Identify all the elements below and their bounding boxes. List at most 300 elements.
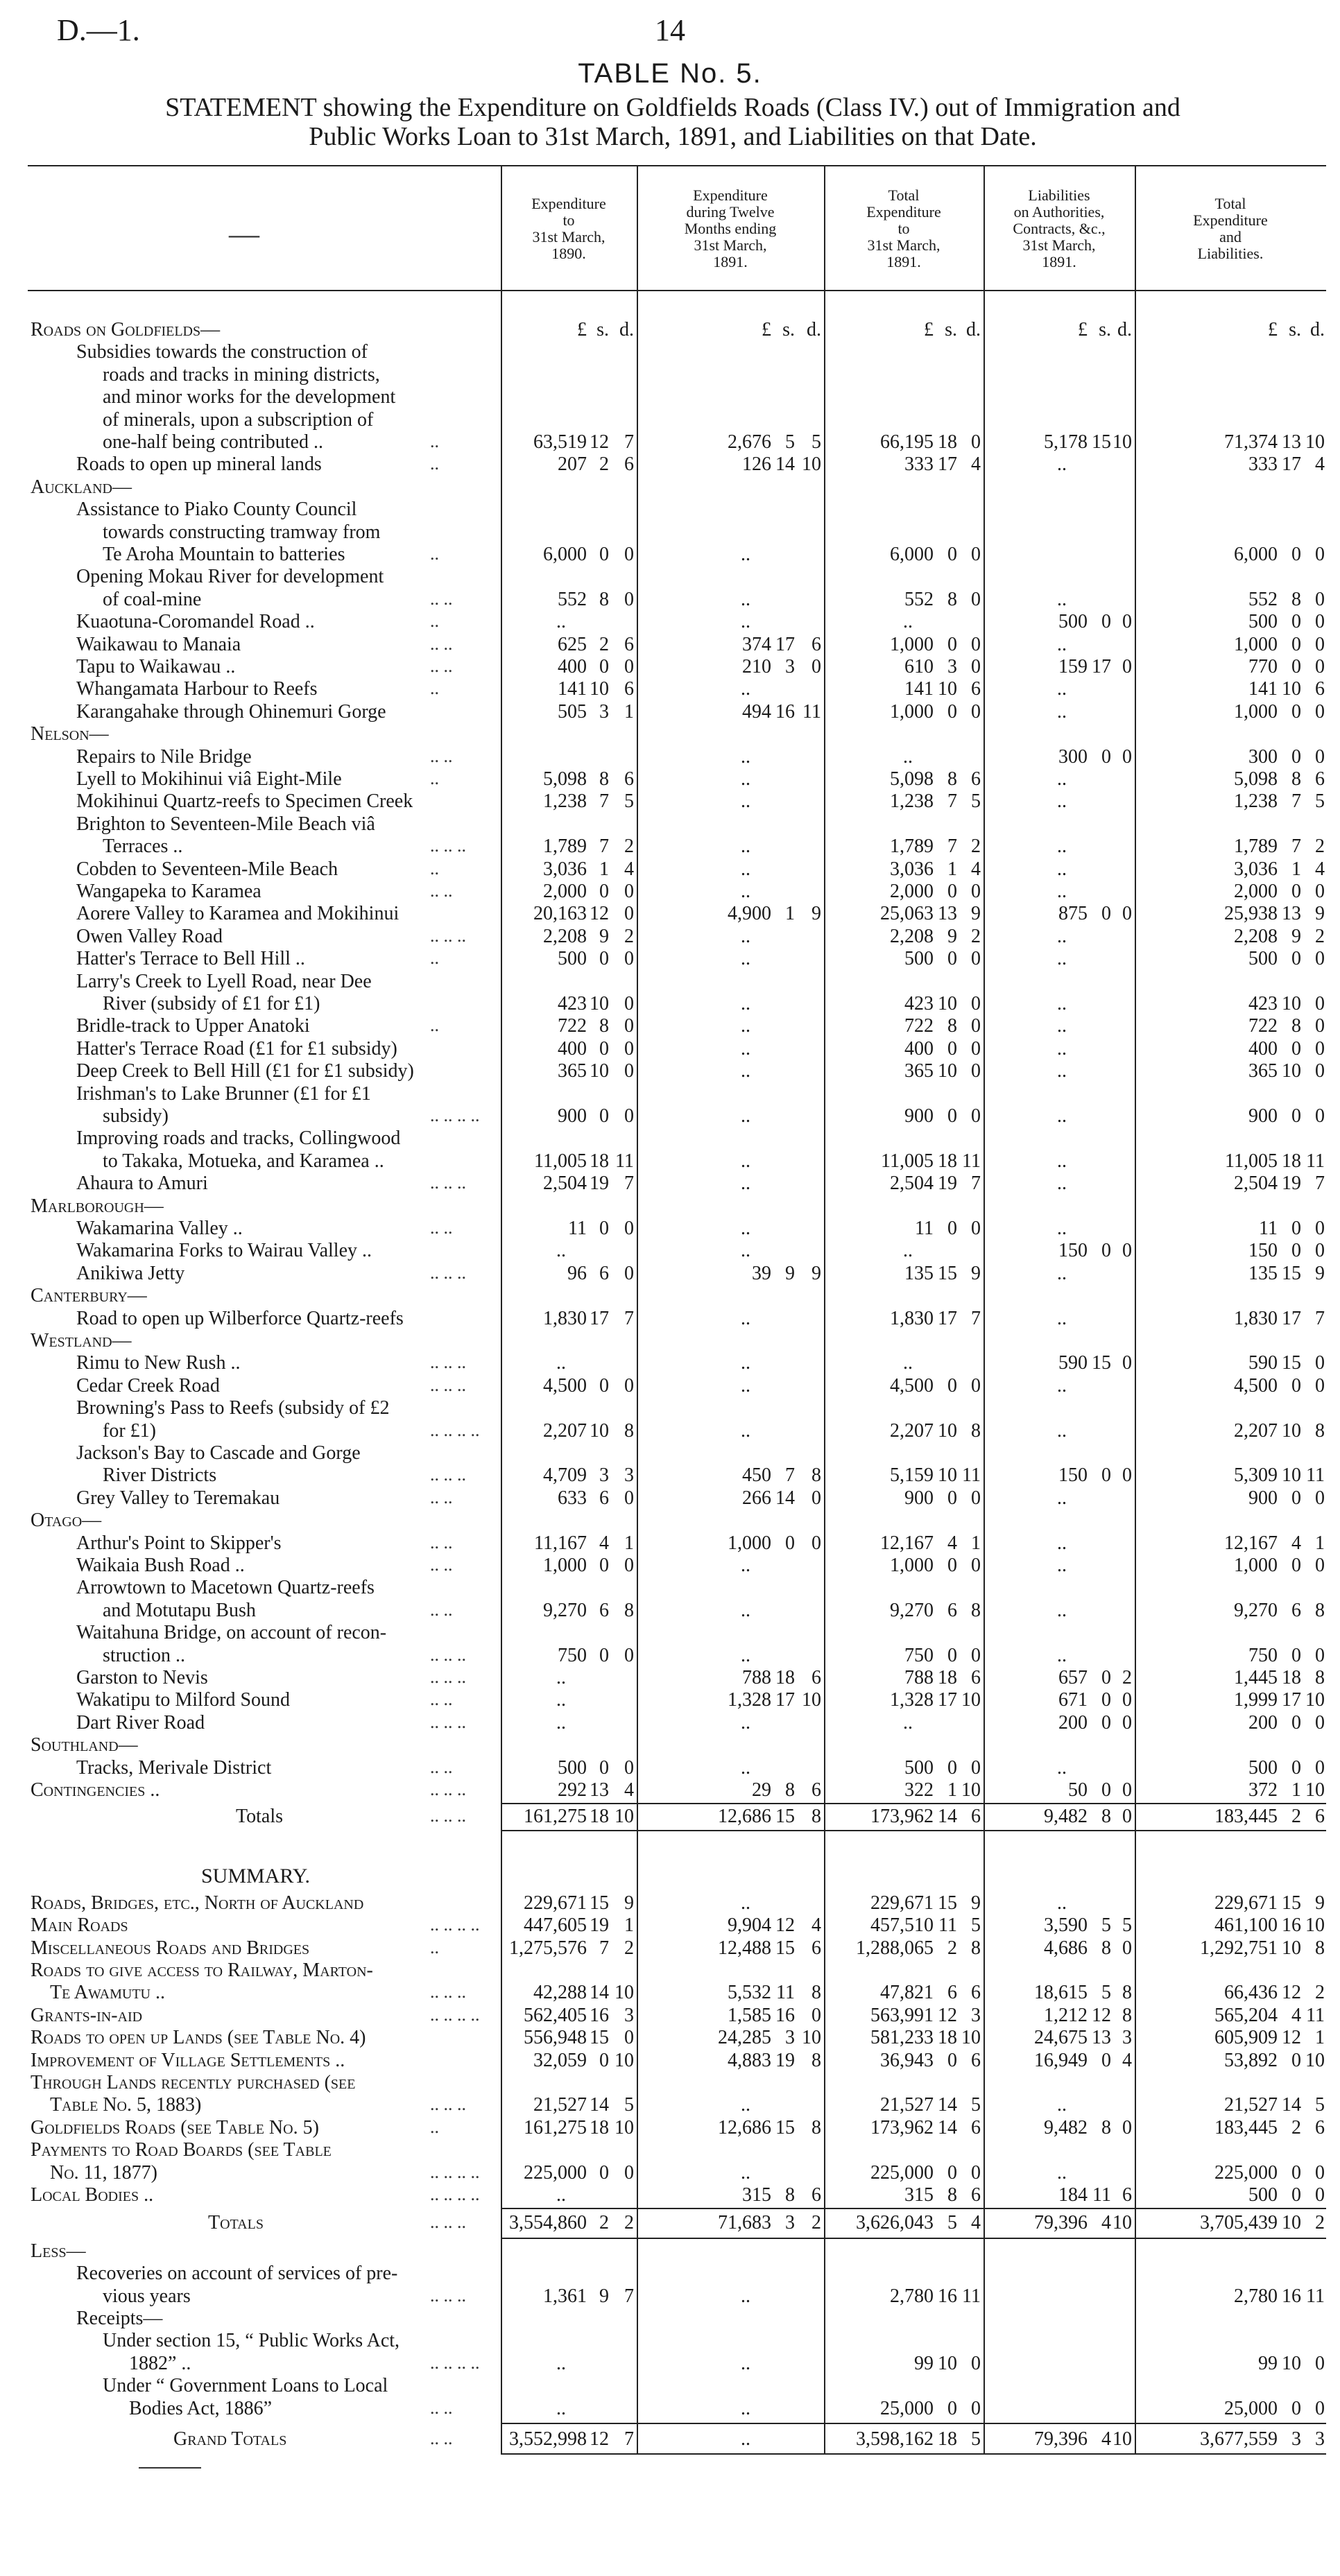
statement-line-1: STATEMENT showing the Expenditure on Goldfields Roads (Class IV.) out of Immigration and [165, 93, 1180, 122]
row-cell-14-2-pence: 6 [811, 633, 821, 655]
row-cell-33-5-pence: 0 [1315, 1060, 1325, 1082]
row-cell-57-3-pence: 8 [971, 1599, 981, 1621]
row-cell-55-1-shillings: 0 [599, 1555, 609, 1576]
row-cell-17-4-pounds: .. [1057, 700, 1067, 723]
summary-row-cell-13-2-pence: 6 [811, 2184, 821, 2206]
summary-row-label-5: Grants-in-aid [31, 2004, 143, 2026]
row-label-10: Te Aroha Mountain to batteries [103, 544, 345, 565]
summary-row-cell-10-2-pounds: 12,686 [718, 2116, 771, 2138]
row-leader-5: .. [430, 431, 439, 451]
row-cell-28-3-pence: 0 [971, 948, 981, 970]
row-cell-23-4-pounds: .. [1057, 836, 1067, 858]
row-cell-61-5-pence: 10 [1305, 1689, 1325, 1711]
row-cell-61-4-pounds: 671 [1058, 1689, 1088, 1711]
row-cell-12-3-shillings: 8 [947, 588, 957, 610]
summary-row-cell-13-4-pence: 6 [1122, 2184, 1132, 2206]
row-cell-57-4-pounds: .. [1057, 1599, 1067, 1621]
summary-row-cell-13-2-shillings: 8 [785, 2184, 795, 2206]
summary-row-cell-23-1-pence: 7 [624, 2428, 634, 2450]
row-cell-14-3-pence: 0 [971, 633, 981, 655]
row-cell-17-1-shillings: 3 [599, 700, 609, 723]
summary-row-cell-17-3-pounds: 2,780 [890, 2285, 934, 2307]
row-cell-37-1-pounds: 11,005 [534, 1150, 587, 1172]
row-cell-5-2-pounds: 2,676 [728, 431, 771, 453]
summary-row-cell-12-5-shillings: 0 [1291, 2161, 1301, 2184]
row-cell-54-4-pounds: .. [1057, 1532, 1067, 1554]
summary-row-cell-9-2-pounds: .. [741, 2094, 750, 2116]
summary-row-cell-10-2-pence: 8 [811, 2116, 821, 2138]
row-cell-66-3-pounds: 173,962 [870, 1806, 934, 1828]
row-cell-23-2-pounds: .. [741, 836, 750, 858]
summary-row-cell-2-2-pence: 6 [811, 1937, 821, 1959]
row-cell-5-5-pence: 10 [1305, 431, 1325, 453]
row-cell-46-3-pounds: .. [903, 1352, 913, 1374]
summary-row-cell-12-3-pence: 0 [971, 2161, 981, 2184]
summary-row-label-23: Grand Totals [173, 2428, 287, 2450]
row-label-21: Mokihinui Quartz-reefs to Specimen Creek [76, 790, 413, 813]
row-label-4: of minerals, upon a subscription of [103, 408, 374, 431]
row-cell-14-1-pence: 6 [624, 633, 634, 655]
row-cell-16-3-pence: 6 [971, 678, 981, 700]
row-cell-14-3-pounds: 1,000 [890, 633, 934, 655]
row-cell-5-3-shillings: 18 [938, 431, 957, 453]
summary-row-cell-0-5-shillings: 15 [1282, 1892, 1301, 1914]
row-cell-17-3-shillings: 0 [947, 700, 957, 723]
summary-row-cell-22-1-pounds: .. [556, 2397, 566, 2419]
summary-row-cell-0-3-pence: 9 [971, 1892, 981, 1914]
summary-row-cell-20-3-pence: 0 [971, 2352, 981, 2374]
row-cell-25-1-shillings: 0 [599, 881, 609, 902]
row-cell-28-4-pounds: .. [1057, 948, 1067, 970]
column-header-4-line-4: 31st March, [1022, 236, 1096, 254]
row-cell-66-2-pence: 8 [811, 1806, 821, 1828]
row-label-15: Tapu to Waikawau .. [76, 656, 236, 677]
row-label-59: struction .. [103, 1644, 185, 1666]
summary-row-leader-5: .. .. .. .. [430, 2004, 480, 2025]
row-cell-46-5-pence: 0 [1315, 1352, 1325, 1374]
summary-row-cell-4-3-pence: 6 [971, 1982, 981, 2004]
summary-row-cell-1-1-shillings: 19 [590, 1914, 609, 1937]
row-label-36: Improving roads and tracks, Collingwood [76, 1127, 401, 1150]
summary-row-cell-22-3-shillings: 0 [947, 2397, 957, 2419]
summary-row-cell-6-1-pence: 0 [624, 2027, 634, 2049]
row-label-42: Anikiwa Jetty [76, 1262, 185, 1284]
totals-rule-top [501, 1803, 1326, 1804]
row-cell-40-2-pounds: .. [741, 1218, 750, 1239]
first-column-header: — [229, 217, 259, 251]
row-cell-30-4-pounds: .. [1057, 993, 1067, 1014]
summary-row-cell-6-2-pounds: 24,285 [718, 2027, 771, 2049]
row-cell-32-5-pence: 0 [1315, 1037, 1325, 1060]
row-cell-28-5-shillings: 0 [1291, 948, 1301, 970]
summary-row-cell-17-1-shillings: 9 [599, 2285, 609, 2307]
row-cell-24-5-pence: 4 [1315, 858, 1325, 880]
row-cell-32-3-shillings: 0 [947, 1037, 957, 1060]
rule-top [28, 165, 1326, 166]
row-leader-51: .. .. .. [430, 1464, 466, 1485]
summary-row-cell-14-2-pounds: 71,683 [718, 2212, 771, 2234]
column-rule-1 [501, 166, 502, 290]
row-cell-33-5-shillings: 10 [1282, 1060, 1301, 1082]
row-cell-47-1-pounds: 4,500 [543, 1374, 587, 1397]
row-cell-20-4-pounds: .. [1057, 768, 1067, 790]
row-cell-0-1-pounds: £ [577, 319, 587, 340]
row-cell-12-1-pence: 0 [624, 588, 634, 610]
summary-row-cell-9-5-shillings: 14 [1282, 2094, 1301, 2116]
summary-row-cell-4-1-pounds: 42,288 [533, 1982, 587, 2004]
summary-row-cell-22-3-pence: 0 [971, 2397, 981, 2419]
summary-row-cell-1-2-pence: 4 [811, 1914, 821, 1937]
row-cell-21-1-pence: 5 [624, 790, 634, 813]
summary-row-cell-13-2-pounds: 315 [742, 2184, 771, 2206]
row-cell-15-2-pounds: 210 [742, 656, 771, 677]
row-cell-49-4-pounds: .. [1057, 1419, 1067, 1442]
column-header-2-line-4: 31st March, [694, 236, 767, 254]
row-cell-15-3-pence: 0 [971, 656, 981, 677]
row-cell-21-3-pence: 5 [971, 790, 981, 813]
row-cell-24-3-pounds: 3,036 [890, 858, 934, 880]
row-cell-42-5-pounds: 135 [1248, 1262, 1278, 1284]
row-label-20: Lyell to Mokihinui viâ Eight-Mile [76, 768, 342, 790]
row-cell-40-1-pence: 0 [624, 1218, 634, 1239]
row-cell-21-5-pounds: 1,238 [1234, 790, 1278, 813]
row-cell-38-3-shillings: 19 [938, 1173, 957, 1195]
summary-row-cell-0-2-pounds: .. [741, 1892, 750, 1914]
row-cell-51-3-pence: 11 [962, 1464, 981, 1487]
summary-row-cell-6-1-pounds: 556,948 [524, 2027, 587, 2049]
row-cell-15-1-pence: 0 [624, 656, 634, 677]
row-cell-37-2-pounds: .. [741, 1150, 750, 1172]
summary-row-cell-9-5-pence: 5 [1315, 2094, 1325, 2116]
row-cell-40-3-pounds: 11 [915, 1218, 934, 1239]
summary-row-cell-14-3-pounds: 3,626,043 [856, 2212, 934, 2234]
row-cell-19-2-pounds: .. [741, 745, 750, 768]
row-cell-0-3-shillings: s. [945, 319, 957, 340]
row-cell-30-3-shillings: 10 [938, 993, 957, 1014]
row-cell-62-2-pounds: .. [741, 1711, 750, 1734]
summary-row-cell-1-4-shillings: 5 [1101, 1914, 1111, 1937]
row-label-64: Tracks, Merivale District [76, 1756, 272, 1779]
row-cell-17-5-pounds: 1,000 [1234, 700, 1278, 723]
row-cell-61-4-shillings: 0 [1101, 1689, 1111, 1711]
row-cell-60-2-pence: 6 [811, 1667, 821, 1688]
row-cell-40-5-pounds: 11 [1259, 1218, 1278, 1239]
row-cell-27-1-pence: 2 [624, 925, 634, 947]
summary-row-leader-17: .. .. .. [430, 2285, 466, 2306]
row-cell-46-5-pounds: 590 [1248, 1352, 1278, 1374]
column-header-4-line-2: on Authorities, [1013, 203, 1105, 221]
row-cell-23-3-pence: 2 [971, 836, 981, 858]
summary-row-cell-5-1-shillings: 16 [590, 2004, 609, 2026]
row-label-29: Larry's Creek to Lyell Road, near Dee [76, 970, 372, 992]
row-cell-15-2-pence: 0 [811, 656, 821, 677]
summary-row-cell-2-3-shillings: 2 [947, 1937, 957, 1959]
row-cell-44-2-pounds: .. [741, 1307, 750, 1329]
row-cell-10-1-pence: 0 [624, 544, 634, 565]
column-header-4-line-3: Contracts, &c., [1013, 220, 1106, 237]
body-column-rule-2 [637, 291, 638, 2453]
row-cell-66-5-pence: 6 [1315, 1806, 1325, 1828]
row-cell-5-5-shillings: 13 [1282, 431, 1301, 453]
summary-row-cell-22-5-pence: 0 [1315, 2397, 1325, 2419]
rule-bottom [501, 2453, 1326, 2455]
summary-row-label-4: Te Awamutu .. [50, 1982, 165, 2004]
row-label-48: Browning's Pass to Reefs (subsidy of £2 [76, 1397, 390, 1419]
summary-row-cell-9-3-shillings: 14 [938, 2094, 957, 2116]
row-cell-30-3-pence: 0 [971, 993, 981, 1014]
summary-row-cell-0-4-pounds: .. [1057, 1892, 1067, 1914]
column-header-2-line-1: Expenditure [693, 187, 768, 204]
row-cell-41-4-pence: 0 [1122, 1240, 1132, 1262]
summary-row-cell-13-5-pounds: 500 [1248, 2184, 1278, 2206]
row-cell-62-4-pounds: 200 [1058, 1711, 1088, 1734]
row-label-1: Subsidies towards the construction of [76, 341, 368, 363]
row-cell-59-2-pounds: .. [741, 1644, 750, 1666]
row-cell-49-3-pounds: 2,207 [890, 1419, 934, 1442]
row-label-54: Arthur's Point to Skipper's [76, 1532, 282, 1554]
row-cell-15-4-shillings: 17 [1092, 656, 1111, 677]
row-cell-10-1-pounds: 6,000 [543, 544, 587, 565]
row-cell-35-5-pence: 0 [1315, 1105, 1325, 1127]
summary-row-cell-0-1-pounds: 229,671 [524, 1892, 587, 1914]
row-cell-40-4-pounds: .. [1057, 1218, 1067, 1239]
summary-row-cell-4-2-pounds: 5,532 [728, 1982, 771, 2004]
summary-row-cell-7-3-shillings: 0 [947, 2049, 957, 2071]
row-cell-31-1-pounds: 722 [558, 1015, 587, 1037]
row-cell-5-4-pence: 10 [1113, 431, 1132, 453]
summary-row-cell-5-2-pounds: 1,585 [728, 2004, 771, 2026]
summary-row-cell-10-3-shillings: 14 [938, 2116, 957, 2138]
summary-row-cell-10-4-pounds: 9,482 [1044, 2116, 1088, 2138]
summary-row-cell-10-5-shillings: 2 [1291, 2116, 1301, 2138]
row-cell-33-2-pounds: .. [741, 1060, 750, 1082]
row-cell-54-5-pounds: 12,167 [1224, 1532, 1278, 1554]
row-cell-40-5-pence: 0 [1315, 1218, 1325, 1239]
row-cell-30-5-pence: 0 [1315, 993, 1325, 1014]
row-cell-5-4-pounds: 5,178 [1044, 431, 1088, 453]
row-label-62: Dart River Road [76, 1711, 205, 1734]
summary-row-cell-0-5-pounds: 229,671 [1214, 1892, 1278, 1914]
summary-row-cell-7-1-shillings: 0 [599, 2049, 609, 2071]
row-cell-12-5-pence: 0 [1315, 588, 1325, 610]
summary-row-cell-22-5-shillings: 0 [1291, 2397, 1301, 2419]
row-cell-54-2-pounds: 1,000 [728, 1532, 771, 1554]
row-cell-17-5-pence: 0 [1315, 700, 1325, 723]
row-cell-42-1-pence: 0 [624, 1262, 634, 1284]
row-cell-65-5-pounds: 372 [1248, 1779, 1278, 1801]
row-cell-60-1-pounds: .. [556, 1667, 566, 1688]
row-cell-52-1-pounds: 633 [558, 1487, 587, 1509]
row-cell-23-5-pence: 2 [1315, 836, 1325, 858]
summary-row-cell-10-5-pence: 6 [1315, 2116, 1325, 2138]
row-label-56: Arrowtown to Macetown Quartz-reefs [76, 1577, 375, 1599]
summary-row-cell-4-2-shillings: 11 [776, 1982, 795, 2004]
summary-row-cell-22-5-pounds: 25,000 [1224, 2397, 1278, 2419]
row-cell-27-1-pounds: 2,208 [543, 925, 587, 947]
row-cell-59-1-pounds: 750 [558, 1644, 587, 1666]
summary-row-cell-6-4-pence: 3 [1122, 2027, 1132, 2049]
summary-row-label-20: 1882” .. [129, 2352, 191, 2374]
row-cell-31-4-pounds: .. [1057, 1015, 1067, 1037]
row-cell-54-1-pounds: 11,167 [534, 1532, 587, 1554]
row-cell-40-1-pounds: 11 [568, 1218, 587, 1239]
row-cell-60-3-pounds: 788 [904, 1667, 934, 1688]
row-cell-52-1-pence: 0 [624, 1487, 634, 1509]
summary-row-cell-7-1-pounds: 32,059 [533, 2049, 587, 2071]
row-cell-66-3-shillings: 14 [938, 1806, 957, 1828]
row-cell-32-1-pence: 0 [624, 1037, 634, 1060]
row-cell-62-4-pence: 0 [1122, 1711, 1132, 1734]
row-cell-10-1-shillings: 0 [599, 544, 609, 565]
summary-row-cell-2-5-pence: 8 [1315, 1937, 1325, 1959]
summary-row-cell-5-3-shillings: 12 [938, 2004, 957, 2026]
row-cell-20-1-pounds: 5,098 [543, 768, 587, 790]
row-cell-42-1-pounds: 96 [567, 1262, 587, 1284]
row-cell-59-1-shillings: 0 [599, 1644, 609, 1666]
row-cell-40-3-shillings: 0 [947, 1218, 957, 1239]
summary-row-cell-9-4-pounds: .. [1057, 2094, 1067, 2116]
row-cell-66-4-shillings: 8 [1101, 1806, 1111, 1828]
row-cell-6-2-pence: 10 [802, 453, 821, 476]
row-label-41: Wakamarina Forks to Wairau Valley .. [76, 1240, 372, 1262]
row-cell-26-2-pounds: 4,900 [728, 903, 771, 925]
summary-row-label-21: Under “ Government Loans to Local [103, 2375, 388, 2397]
summary-row-cell-13-3-shillings: 8 [947, 2184, 957, 2206]
summary-row-cell-14-5-shillings: 10 [1282, 2212, 1301, 2234]
row-leader-42: .. .. .. [430, 1262, 466, 1283]
row-cell-44-5-shillings: 17 [1282, 1307, 1301, 1329]
row-cell-61-2-pence: 10 [802, 1689, 821, 1711]
summary-row-leader-23: .. .. [430, 2428, 453, 2448]
row-leader-14: .. .. [430, 633, 453, 654]
row-cell-20-3-pounds: 5,098 [890, 768, 934, 790]
row-cell-5-2-pence: 5 [811, 431, 821, 453]
row-leader-47: .. .. .. [430, 1374, 466, 1395]
row-cell-51-1-shillings: 3 [599, 1464, 609, 1487]
row-cell-20-5-pence: 6 [1315, 768, 1325, 790]
row-label-50: Jackson's Bay to Cascade and Gorge [76, 1442, 361, 1464]
row-cell-65-3-pence: 10 [961, 1779, 981, 1801]
row-label-58: Waitahuna Bridge, on account of recon- [76, 1622, 387, 1644]
row-cell-57-1-shillings: 6 [599, 1599, 609, 1621]
column-header-3-line-1: Total [888, 187, 920, 204]
row-cell-26-3-shillings: 13 [938, 903, 957, 925]
row-cell-23-1-pounds: 1,789 [543, 836, 587, 858]
row-cell-13-4-pounds: 500 [1058, 611, 1088, 633]
summary-row-cell-5-1-pounds: 562,405 [524, 2004, 587, 2026]
row-cell-38-5-pence: 7 [1315, 1173, 1325, 1195]
row-cell-61-2-shillings: 17 [775, 1689, 795, 1711]
row-label-6: Roads to open up mineral lands [76, 453, 322, 476]
summary-row-cell-17-3-shillings: 16 [938, 2285, 957, 2307]
row-cell-42-2-pence: 9 [811, 1262, 821, 1284]
row-cell-25-3-pounds: 2,000 [890, 881, 934, 902]
row-cell-62-5-pounds: 200 [1248, 1711, 1278, 1734]
body-column-rule-1 [501, 291, 502, 2453]
row-cell-42-2-shillings: 9 [785, 1262, 795, 1284]
row-cell-64-5-pence: 0 [1315, 1756, 1325, 1779]
summary-totals-rule-top [501, 2208, 1326, 2209]
row-leader-54: .. .. [430, 1532, 453, 1553]
row-label-24: Cobden to Seventeen-Mile Beach [76, 858, 338, 880]
row-cell-64-3-shillings: 0 [947, 1756, 957, 1779]
summary-row-cell-10-4-shillings: 8 [1101, 2116, 1111, 2138]
row-cell-38-3-pounds: 2,504 [890, 1173, 934, 1195]
row-cell-5-3-pence: 0 [971, 431, 981, 453]
summary-row-label-17: vious years [103, 2285, 191, 2307]
row-cell-35-3-pounds: 900 [904, 1105, 934, 1127]
row-label-23: Terraces .. [103, 836, 183, 858]
row-cell-60-2-pounds: 788 [742, 1667, 771, 1688]
column-header-3-line-3: to [897, 220, 910, 237]
row-cell-16-3-pounds: 141 [904, 678, 934, 700]
row-cell-38-3-pence: 7 [971, 1173, 981, 1195]
summary-row-label-14: Totals [208, 2212, 264, 2234]
row-cell-57-3-pounds: 9,270 [890, 1599, 934, 1621]
row-cell-51-5-pence: 11 [1306, 1464, 1325, 1487]
summary-row-cell-7-2-shillings: 19 [775, 2049, 795, 2071]
row-cell-60-5-shillings: 18 [1282, 1667, 1301, 1688]
summary-row-cell-12-4-pounds: .. [1057, 2161, 1067, 2184]
row-cell-60-2-shillings: 18 [775, 1667, 795, 1688]
row-cell-33-1-pounds: 365 [558, 1060, 587, 1082]
row-cell-35-3-shillings: 0 [947, 1105, 957, 1127]
row-cell-35-3-pence: 0 [971, 1105, 981, 1127]
summary-row-cell-5-2-shillings: 16 [775, 2004, 795, 2026]
row-cell-51-3-shillings: 10 [938, 1464, 957, 1487]
column-header-1-line-3: 31st March, [532, 228, 605, 245]
row-cell-52-4-pounds: .. [1057, 1487, 1067, 1509]
row-cell-33-3-pounds: 365 [904, 1060, 934, 1082]
summary-row-cell-1-1-pounds: 447,605 [524, 1914, 587, 1937]
row-cell-55-3-pounds: 1,000 [890, 1555, 934, 1576]
row-cell-16-5-pence: 6 [1315, 678, 1325, 700]
row-cell-19-4-pence: 0 [1122, 745, 1132, 768]
row-cell-51-1-pence: 3 [624, 1464, 634, 1487]
row-leader-46: .. .. .. [430, 1352, 466, 1373]
row-cell-52-3-shillings: 0 [947, 1487, 957, 1509]
summary-row-cell-13-3-pounds: 315 [904, 2184, 934, 2206]
summary-row-label-22: Bodies Act, 1886” [129, 2397, 273, 2419]
row-cell-59-3-shillings: 0 [947, 1644, 957, 1666]
row-cell-15-5-shillings: 0 [1291, 656, 1301, 677]
row-cell-57-5-pence: 8 [1315, 1599, 1325, 1621]
row-cell-0-4-pence: d. [1117, 319, 1132, 340]
row-cell-19-5-shillings: 0 [1291, 745, 1301, 768]
row-label-33: Deep Creek to Bell Hill (£1 for £1 subsidy) [76, 1060, 414, 1082]
row-leader-25: .. .. [430, 881, 453, 901]
summary-row-label-15: Less— [31, 2240, 86, 2262]
row-cell-0-5-pounds: £ [1268, 319, 1278, 340]
summary-row-cell-10-5-pounds: 183,445 [1214, 2116, 1278, 2138]
row-label-60: Garston to Nevis [76, 1667, 208, 1688]
row-cell-37-4-pounds: .. [1057, 1150, 1067, 1172]
summary-row-cell-12-5-pounds: 225,000 [1214, 2161, 1278, 2184]
summary-row-cell-0-5-pence: 9 [1315, 1892, 1325, 1914]
summary-row-cell-6-5-pounds: 605,909 [1214, 2027, 1278, 2049]
row-cell-31-1-pence: 0 [624, 1015, 634, 1037]
summary-row-cell-20-5-pence: 0 [1315, 2352, 1325, 2374]
row-cell-37-3-pounds: 11,005 [881, 1150, 934, 1172]
row-label-45: Westland— [31, 1330, 132, 1351]
row-cell-54-3-shillings: 4 [947, 1532, 957, 1554]
row-cell-30-3-pounds: 423 [904, 993, 934, 1014]
summary-row-cell-14-1-pounds: 3,554,860 [509, 2212, 587, 2234]
row-cell-6-4-pounds: .. [1057, 453, 1067, 476]
column-rule-3 [824, 166, 825, 290]
row-cell-20-3-shillings: 8 [947, 768, 957, 790]
row-cell-41-5-pence: 0 [1315, 1240, 1325, 1262]
